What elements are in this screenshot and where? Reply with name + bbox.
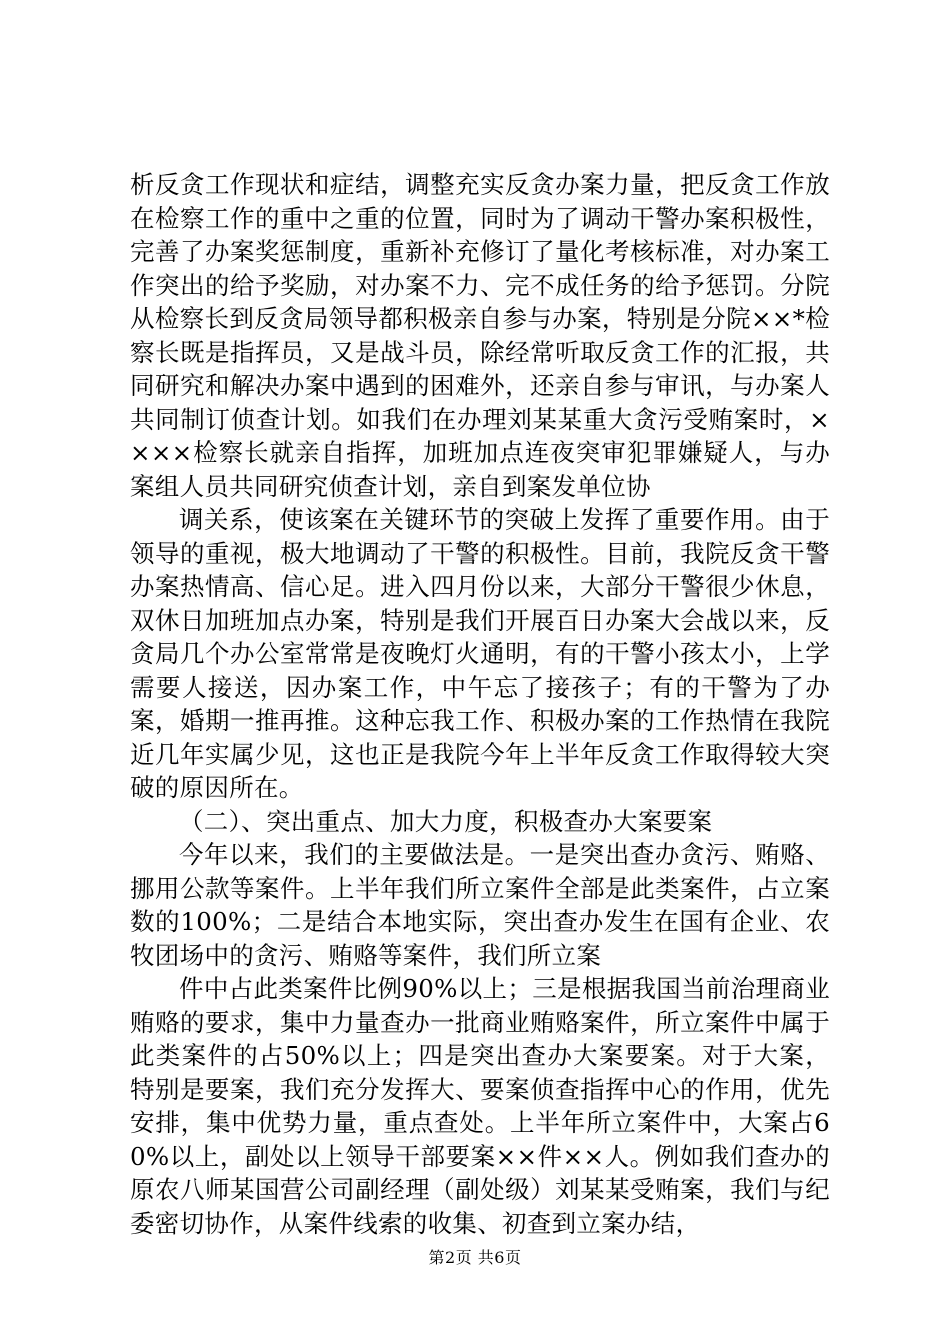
- page-footer: 第2页 共6页: [428, 1248, 522, 1267]
- paragraph-continuation: 析反贪工作现状和症结，调整充实反贪办案力量，把反贪工作放在检察工作的重中之重的位置，同时为了调动干警办案积极性，完善了办案奖惩制度，重新补充修订了量化考核标准，对办案工作突出的给予奖励，对办案不力、完不成任务的给予惩罚。分院从检察长到反贪局领导都积极亲自参与办案，特别是分院××*检察长既是指挥员，又是战斗员，除经常听取反贪工作的汇报，共同研究和解决办案中遇到的困难外，还亲自参与审讯，与办案人共同制订侦查计划。如我们在办理刘某某重大贪污受贿案时，××××检察长就亲自指挥，加班加点连夜突审犯罪嫌疑人，与办案组人员共同研究侦查计划，亲自到案发单位协: [130, 170, 830, 501]
- section-heading: （二）、突出重点、加大力度，积极查办大案要案: [179, 806, 713, 836]
- paragraph-major-cases: 件中占此类案件比例90%以上；三是根据我国当前治理商业贿赂的要求，集中力量查办一批商业贿赂案件，所立案件中属于此类案件的占50%以上；四是突出查办大案要案。对于大案，特别是要案，我们充分发挥大、要案侦查指挥中心的作用，优先安排，集中优势力量，重点查处。上半年所立案件中，大案占60%以上，副处以上领导干部要案××件××人。例如我们查办的原农八师某国营公司副经理（副处级）刘某某受贿案，我们与纪委密切协作，从案件线索的收集、初查到立案办结，: [130, 974, 830, 1238]
- paragraph-leadership: 调关系，使该案在关键环节的突破上发挥了重要作用。由于领导的重视，极大地调动了干警的积极性。目前，我院反贪干警办案热情高、信心足。进入四月份以来，大部分干警很少休息，双休日加班加点办案，特别是我们开展百日办案大会战以来，反贪局几个办公室常常是夜晚灯火通明，有的干警小孩太小，上学需要人接送，因办案工作，中午忘了接孩子；有的干警为了办案，婚期一推再推。这种忘我工作、积极办案的工作热情在我院近几年实属少见，这也正是我院今年上半年反贪工作取得较大突破的原因所在。: [130, 505, 830, 802]
- paragraph-methods: 今年以来，我们的主要做法是。一是突出查办贪污、贿赂、挪用公款等案件。上半年我们所立案件全部是此类案件，占立案数的100%；二是结合本地实际，突出查办发生在国有企业、农牧团场中的贪污、贿赂等案件，我们所立案: [130, 840, 830, 970]
- document-body: [130, 168, 830, 1240]
